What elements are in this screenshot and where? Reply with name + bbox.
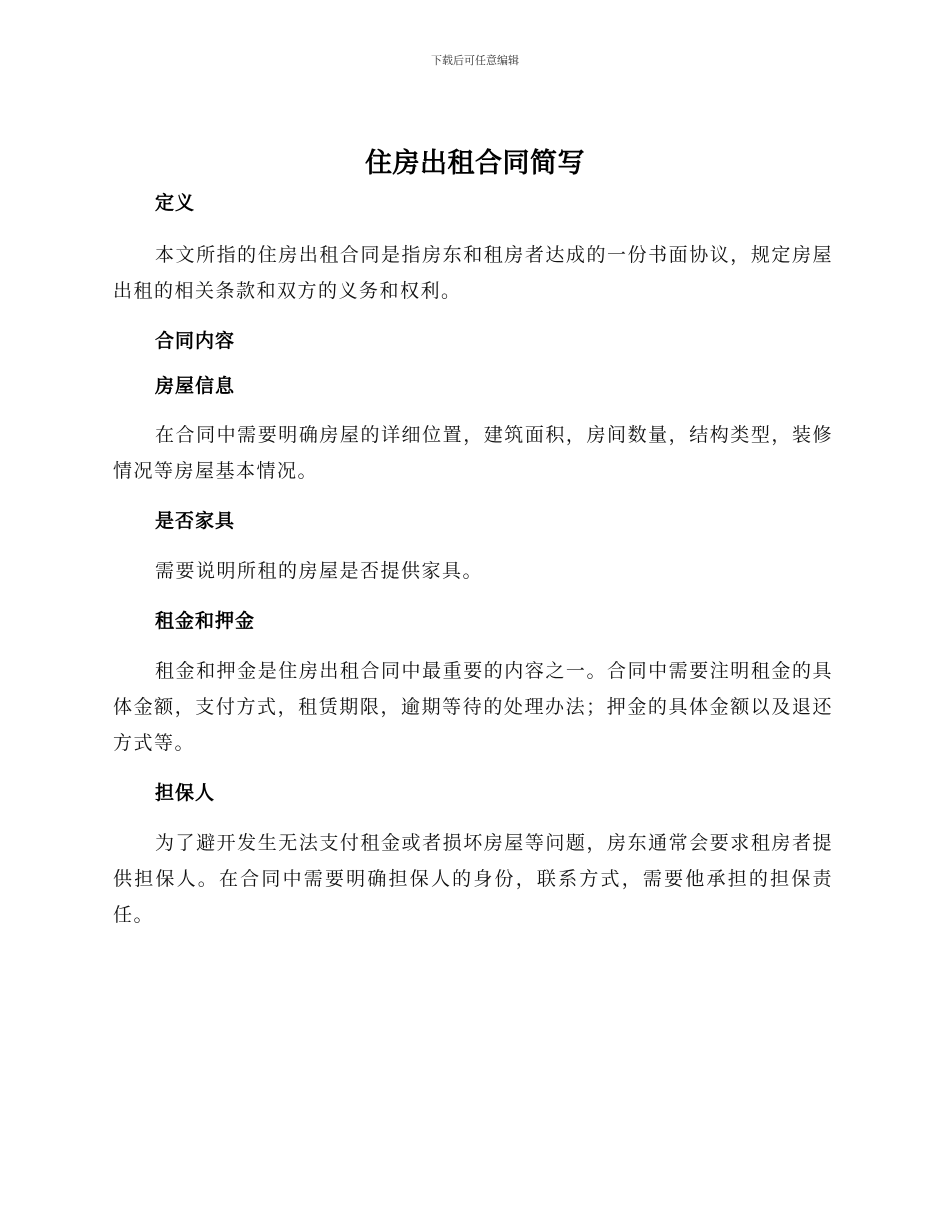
section-heading-house-info: 房屋信息 bbox=[155, 375, 236, 397]
document-body bbox=[113, 185, 833, 941]
section-heading-rent-deposit: 租金和押金 bbox=[155, 610, 256, 632]
section-paragraph-house-info: 在合同中需要明确房屋的详细位置，建筑面积，房间数量，结构类型，装修情况等房屋基本情况。 bbox=[113, 424, 833, 482]
section-paragraph-furniture: 需要说明所租的房屋是否提供家具。 bbox=[155, 560, 484, 582]
section-heading-furniture: 是否家具 bbox=[155, 510, 236, 532]
section-paragraph-definition: 本文所指的住房出租合同是指房东和租房者达成的一份书面协议，规定房屋出租的相关条款和双方的义务和权利。 bbox=[113, 244, 833, 302]
section-heading-contract-content: 合同内容 bbox=[155, 330, 236, 352]
section-heading-definition: 定义 bbox=[155, 192, 196, 214]
header-note: 下载后可任意编辑 bbox=[431, 54, 519, 67]
section-paragraph-rent-deposit: 租金和押金是住房出租合同中最重要的内容之一。合同中需要注明租金的具体金额，支付方式，租赁期限，逾期等待的处理办法；押金的具体金额以及退还方式等。 bbox=[113, 660, 833, 754]
section-heading-guarantor: 担保人 bbox=[155, 782, 216, 804]
document-title: 住房出租合同简写 bbox=[365, 148, 585, 179]
section-paragraph-guarantor: 为了避开发生无法支付租金或者损坏房屋等问题，房东通常会要求租房者提供担保人。在合同中需要明确担保人的身份，联系方式，需要他承担的担保责任。 bbox=[113, 832, 833, 926]
